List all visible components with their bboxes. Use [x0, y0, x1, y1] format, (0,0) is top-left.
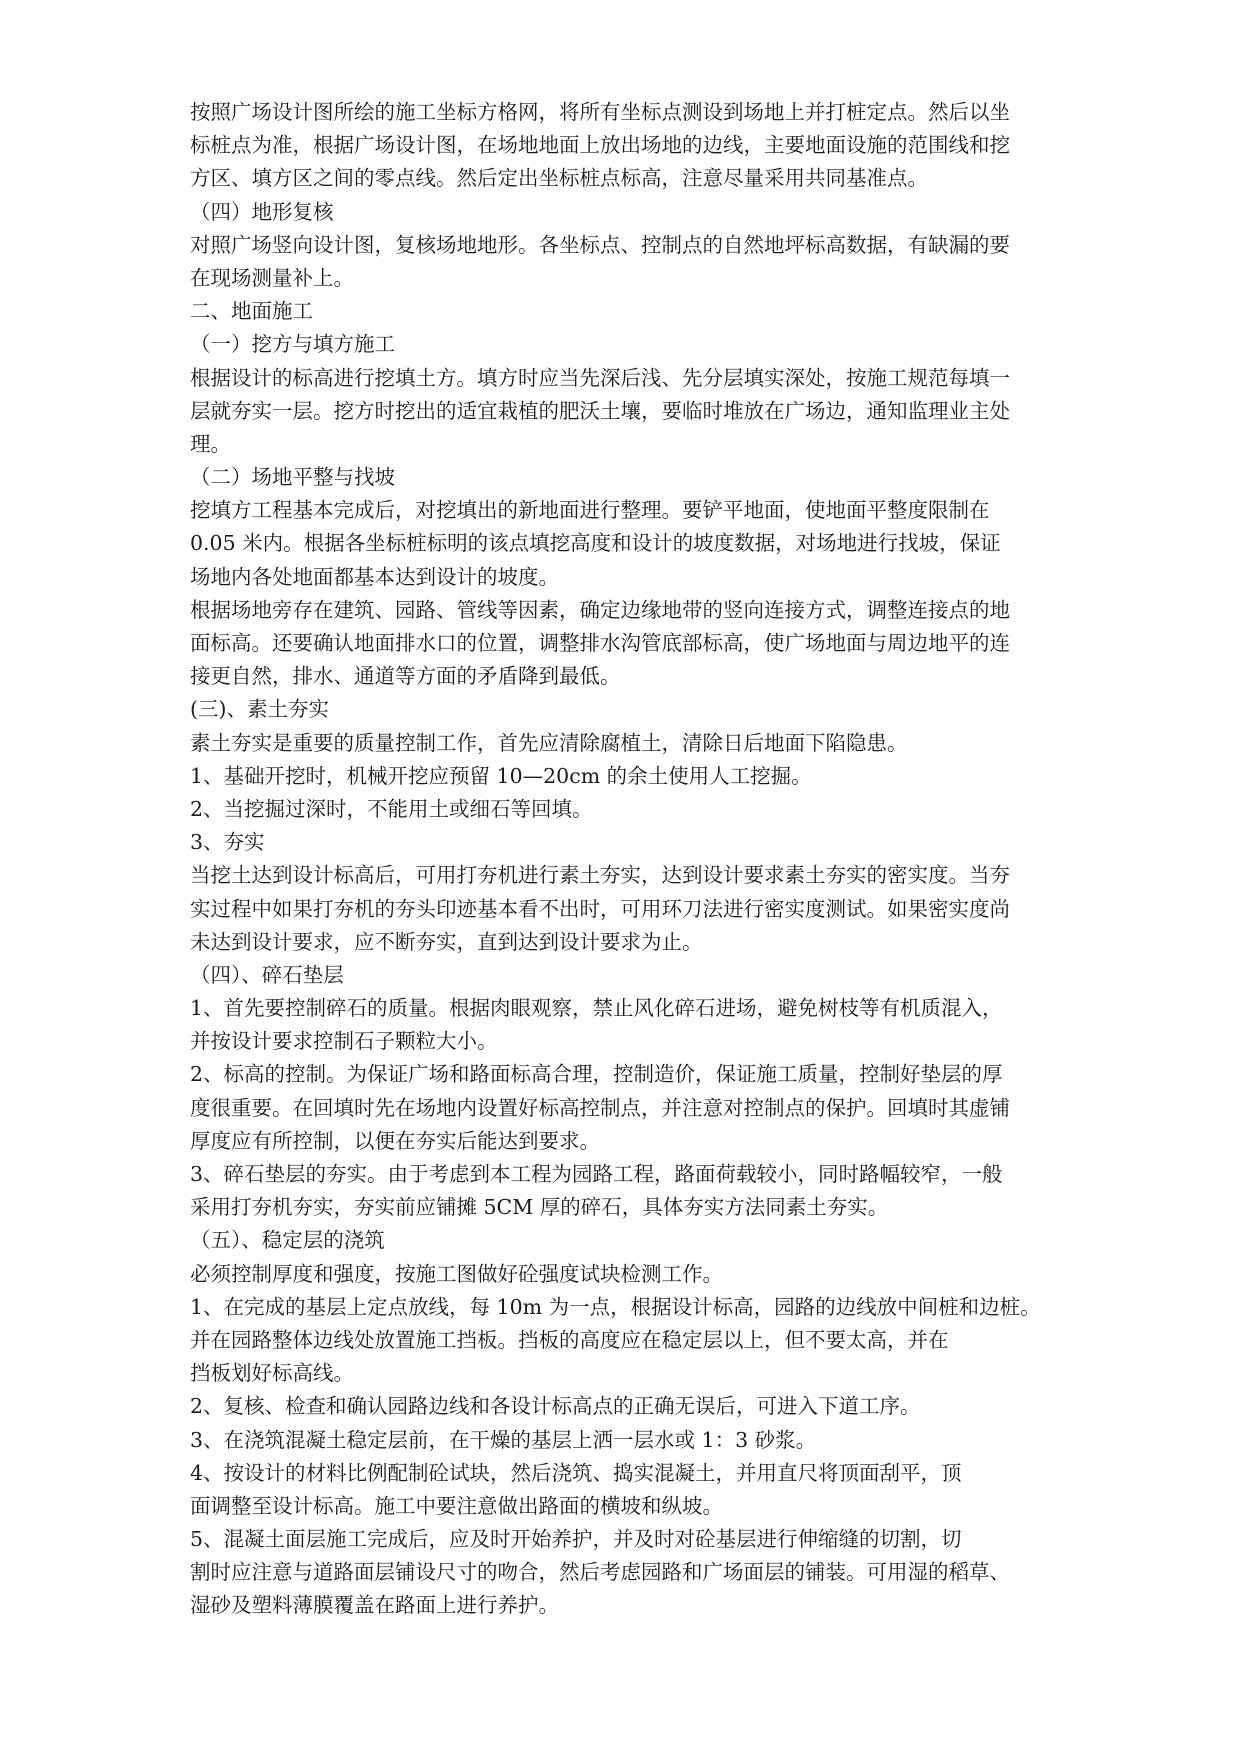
text-line: 2、当挖掘过深时，不能用土或细石等回填。 — [190, 796, 593, 821]
text-line: 未达到设计要求，应不断夯实，直到达到设计要求为止。 — [190, 929, 703, 954]
text-line: 2、复核、检查和确认园路边线和各设计标高点的正确无误后，可进入下道工序。 — [190, 1394, 921, 1419]
text-line: 接更自然，排水、通道等方面的矛盾降到最低。 — [190, 664, 621, 689]
text-line: 素土夯实是重要的质量控制工作，首先应清除腐植土，清除日后地面下陷隐患。 — [190, 730, 908, 755]
text-line: 按照广场设计图所绘的施工坐标方格网，将所有坐标点测设到场地上并打桩定点。然后以坐 — [190, 100, 1010, 124]
text-line: 当挖土达到设计标高后，可用打夯机进行素土夯实，达到设计要求素土夯实的密实度。当夯 — [190, 863, 1010, 888]
text-line: 4、按设计的材料比例配制砼试块，然后浇筑、捣实混凝土，并用直尺将顶面刮平，顶 — [190, 1460, 962, 1485]
text-line: 在现场测量补上。 — [190, 265, 354, 290]
text-line: 挖填方工程基本完成后，对挖填出的新地面进行整理。要铲平地面，使地面平整度限制在 — [190, 498, 990, 523]
text-line: 根据设计的标高进行挖填土方。填方时应当先深后浅、先分层填实深处，按施工规范每填一 — [190, 365, 1010, 390]
text-line: 面标高。还要确认地面排水口的位置，调整排水沟管底部标高，使广场地面与周边地平的连 — [190, 631, 1010, 655]
text-line: 并按设计要求控制石子颗粒大小。 — [190, 1029, 498, 1054]
text-line: 标桩点为准，根据广场设计图，在场地地面上放出场地的边线，主要地面设施的范围线和挖 — [190, 133, 1010, 158]
text-line: 挡板划好标高线。 — [190, 1361, 354, 1386]
text-line: 面调整至设计标高。施工中要注意做出路面的横坡和纵坡。 — [190, 1493, 723, 1518]
text-line: 3、夯实 — [190, 830, 265, 855]
text-line: 理。 — [190, 431, 231, 456]
text-line: 实过程中如果打夯机的夯头印迹基本看不出时，可用环刀法进行密实度测试。如果密实度尚 — [190, 896, 1010, 921]
text-line: （二）场地平整与找坡 — [190, 465, 395, 490]
text-line: 厚度应有所控制，以便在夯实后能达到要求。 — [190, 1128, 600, 1153]
document-body — [190, 96, 1050, 1623]
text-line: （四）地形复核 — [190, 199, 334, 224]
text-line: （五）、稳定层的浇筑 — [190, 1228, 385, 1253]
text-line: 对照广场竖向设计图，复核场地地形。各坐标点、控制点的自然地坪标高数据，有缺漏的要 — [190, 232, 1010, 257]
text-line: 采用打夯机夯实，夯实前应铺摊 5CM 厚的碎石，具体夯实方法同素土夯实。 — [190, 1195, 889, 1220]
text-line: 方区、填方区之间的零点线。然后定出坐标桩点标高，注意尽量采用共同基准点。 — [190, 166, 928, 191]
text-line: 二、地面施工 — [190, 299, 313, 324]
text-line: （一）挖方与填方施工 — [190, 332, 395, 357]
text-line: 3、碎石垫层的夯实。由于考虑到本工程为园路工程，路面荷载较小，同时路幅较窄，一般 — [190, 1162, 1003, 1186]
text-line: 1、基础开挖时，机械开挖应预留 10—20cm 的余土使用人工挖掘。 — [190, 763, 812, 788]
text-line: 湿砂及塑料薄膜覆盖在路面上进行养护。 — [190, 1593, 559, 1618]
text-line: 根据场地旁存在建筑、园路、管线等因素，确定边缘地带的竖向连接方式，调整连接点的地 — [190, 597, 1010, 622]
text-line: 2、标高的控制。为保证广场和路面标高合理，控制造价，保证施工质量，控制好垫层的厚 — [190, 1062, 1003, 1087]
text-line: 层就夯实一层。挖方时挖出的适宜栽植的肥沃土壤，要临时堆放在广场边，通知监理业主处 — [190, 398, 1010, 423]
text-line: 度很重要。在回填时先在场地内设置好标高控制点，并注意对控制点的保护。回填时其虚铺 — [190, 1095, 1010, 1120]
text-line: 5、混凝土面层施工完成后，应及时开始养护，并及时对砼基层进行伸缩缝的切割，切 — [190, 1527, 962, 1552]
text-line: 场地内各处地面都基本达到设计的坡度。 — [190, 564, 559, 589]
text-line: 割时应注意与道路面层铺设尺寸的吻合，然后考虑园路和广场面层的铺装。可用湿的稻草、 — [190, 1560, 1010, 1585]
text-line: 3、在浇筑混凝土稳定层前，在干燥的基层上洒一层水或 1：3 砂浆。 — [190, 1427, 817, 1452]
text-line: 0.05 米内。根据各坐标桩标明的该点填挖高度和设计的坡度数据，对场地进行找坡，保证 — [190, 531, 1001, 556]
text-line: 必须控制厚度和强度，按施工图做好砼强度试块检测工作。 — [190, 1261, 723, 1286]
text-line: 并在园路整体边线处放置施工挡板。挡板的高度应在稳定层以上，但不要太高，并在 — [190, 1327, 949, 1352]
text-line: 1、在完成的基层上定点放线，每 10m 为一点，根据设计标高，园路的边线放中间桩和边桩。 — [190, 1294, 1041, 1319]
text-line: 1、首先要控制碎石的质量。根据肉眼观察，禁止风化碎石进场，避免树枝等有机质混入， — [190, 996, 1003, 1021]
text-line: （四）、碎石垫层 — [190, 962, 344, 987]
text-line: (三)、素土夯实 — [190, 697, 329, 722]
